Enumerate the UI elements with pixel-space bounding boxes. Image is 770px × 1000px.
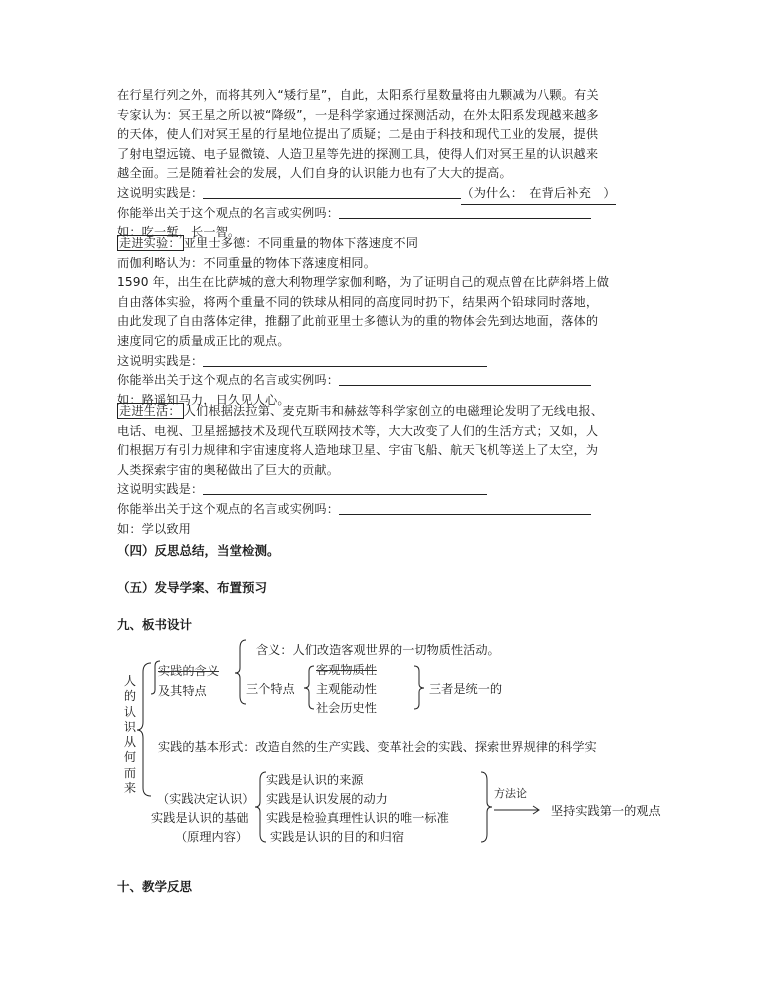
point-driving-force: 实践是认识发展的动力 (266, 792, 388, 806)
text-line: 而伽利略认为：不同重量的物体下落速度相同。 (117, 255, 377, 270)
meaning-struck-label: 实践的含义 (158, 664, 219, 678)
experiment-tag: 走进实验： (117, 235, 184, 251)
meaning-definition: 含义：人们改造客观世界的一切物质性活动。 (256, 643, 500, 657)
root-title: 人 的 认 识 从 何 而 来 (123, 674, 137, 796)
root-brace (137, 663, 151, 796)
feature-social: 社会历史性 (316, 701, 377, 715)
principle-label: （原理内容） (175, 830, 249, 844)
text-line: 的天体，使人们对冥王星的行星地位提出了质疑；二是由于科技和现代工业的发展，提供 (117, 127, 599, 142)
text-line: 人类探索宇宙的奥秘做出了巨大的贡献。 (117, 462, 340, 477)
section-heading-4: （四）反思总结，当堂检测。 (117, 543, 280, 558)
text-line: 1590 年，出生在比萨城的意大利物理学家伽利略，为了证明自己的观点曾在比萨斜塔上做 (117, 275, 610, 290)
text-line: 亚里士多德：不同重量的物体下落速度不同 (183, 236, 419, 250)
point-source: 实践是认识的来源 (266, 773, 364, 787)
points-right-brace (481, 772, 492, 842)
example-label: 你能举出关于这个观点的名言或实例吗： (117, 501, 340, 516)
text-line: 由此发现了自由落体定律，推翻了此前亚里士多德认为的重的物体会先到达地面，落体的 (117, 314, 599, 329)
feature-objective: 客观物质性 (316, 663, 377, 677)
text-line: 专家认为：冥王星之所以被“降级”，一是科学家通过探测活动，在外太阳系发现越来越多 (117, 107, 599, 122)
unity-label: 三者是统一的 (429, 682, 503, 696)
section-heading-5: （五）发导学案、布置预习 (117, 580, 268, 595)
text-line: 越全面。三是随着社会的发展，人们自身的认识能力也有了大大的提高。 (117, 166, 512, 181)
decide-label: （实践决定认识） (157, 792, 255, 806)
methodology-label: 方法论 (494, 787, 527, 800)
text-line: 人们根据法拉第、麦克斯韦和赫兹等科学家创立的电磁理论发明了无线电报、 (183, 404, 604, 418)
basic-forms: 实践的基本形式：改造自然的生产实践、变革社会的实践、探索世界规律的科学实 (158, 740, 597, 754)
point-purpose: 实践是认识的目的和归宿 (270, 830, 405, 844)
practice-label: 这说明实践是： (117, 185, 204, 200)
why-note: （为什么： 在背后补充 ） (461, 184, 615, 205)
text-line: 们根据万有引力规律和宇宙速度将人造地球卫星、宇宙飞船、航天飞机等送上了太空，为 (117, 443, 599, 458)
saying: 如：学以致用 (117, 521, 192, 536)
section-heading-9: 九、板书设计 (117, 617, 193, 632)
points-brace (255, 772, 266, 842)
feature-brace (304, 666, 314, 709)
features-label: 及其特点 (158, 684, 207, 698)
saying: 如：吃一堑，长一智。 (117, 225, 241, 240)
concept-brace (235, 640, 246, 704)
text-line: 了射电望远镜、电子显微镜、人造卫星等先进的探测工具，使得人们对冥王星的认识越来 (117, 146, 599, 161)
text-line: 自由落体实验，将两个重量不同的铁球从相同的高度同时扔下，结果两个铅球同时落地， (117, 294, 599, 309)
life-tag: 走进生活： (117, 403, 184, 419)
foundation-label: 实践是认识的基础 (151, 811, 249, 825)
three-features-label: 三个特点 (246, 682, 295, 696)
unity-brace (414, 666, 424, 709)
conclusion-label: 坚持实践第一的观点 (551, 804, 661, 818)
practice-label: 这说明实践是： (117, 353, 204, 368)
saying: 如：路遥知马力，日久见人心。 (117, 392, 290, 407)
practice-label: 这说明实践是： (117, 482, 204, 497)
text-line: 在行星行列之外，而将其列入“矮行星”，自此，太阳系行星数量将由九颗减为八颗。有关 (117, 88, 599, 102)
text-line: 电话、电视、卫星摇撼技术及现代互联网技术等，大大改变了人们的生活方式；又如，人 (117, 423, 599, 438)
point-criterion: 实践是检验真理性认识的唯一标准 (266, 811, 449, 825)
text-line: 速度同它的质量成正比的观点。 (117, 333, 290, 348)
section-heading-10: 十、教学反思 (117, 879, 193, 894)
feature-subjective: 主观能动性 (316, 682, 377, 696)
example-label: 你能举出关于这个观点的名言或实例吗： (117, 373, 340, 388)
example-label: 你能举出关于这个观点的名言或实例吗： (117, 205, 340, 220)
